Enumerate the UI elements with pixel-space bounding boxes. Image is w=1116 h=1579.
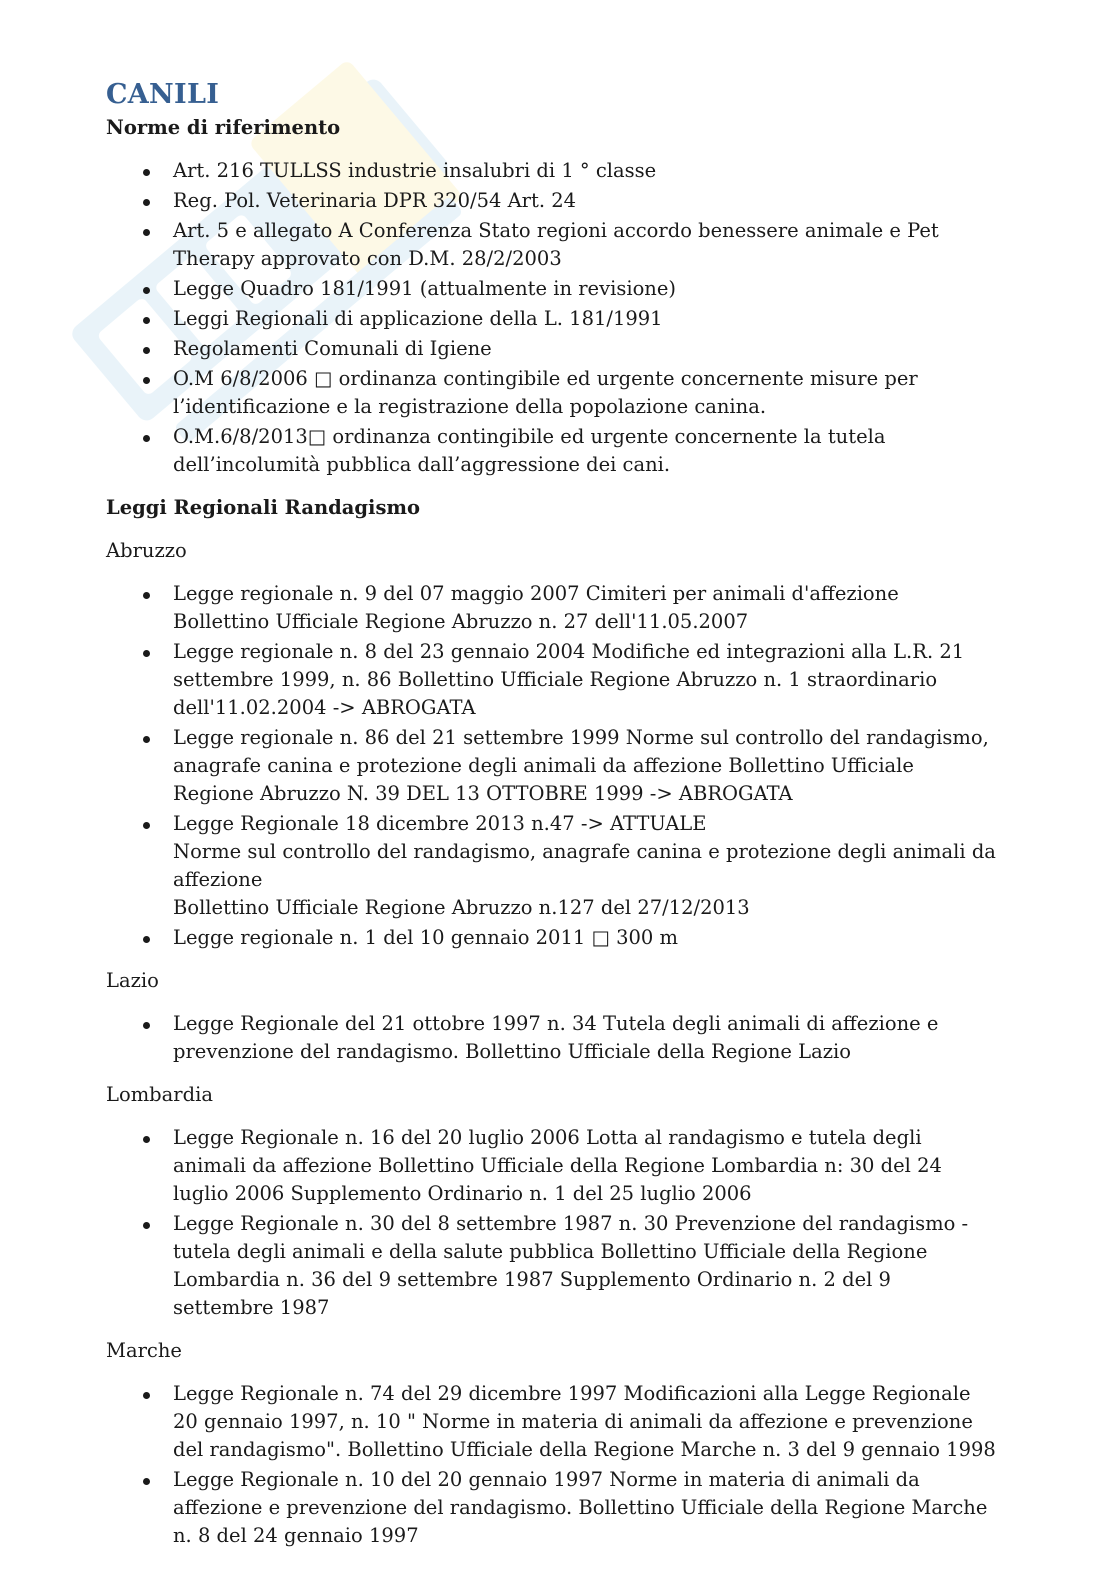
marche-list: [106, 1380, 996, 1550]
attuale-line-3: Bollettino Ufficiale Regione Abruzzo n.127 del 27/12/2013: [173, 896, 750, 919]
list-item-attuale: [106, 810, 996, 922]
list-item: Regolamenti Comunali di Igiene: [106, 335, 996, 363]
list-item: Legge Regionale n. 16 del 20 luglio 2006 Lotta al randagismo e tutela degli animali da affezione Bollettino Ufficiale della Regione Lombardia n: 30 del 24 luglio 2006 Supplemento Ordinario n. 1 del 25 luglio 2006: [106, 1124, 996, 1208]
region-name-marche: Marche: [106, 1339, 182, 1362]
region-name-lombardia: Lombardia: [106, 1083, 213, 1106]
list-item: Legge Regionale n. 10 del 20 gennaio 1997 Norme in materia di animali da affezione e prevenzione del randagismo. Bollettino Ufficiale della Regione Marche n. 8 del 24 gennaio 1997: [106, 1466, 996, 1550]
region-name-lazio: Lazio: [106, 969, 159, 992]
list-item: O.M.6/8/2013□ ordinanza contingibile ed urgente concernente la tutela dell’incolumità pubblica dall’aggressione dei cani.: [106, 423, 996, 479]
lombardia-list: [106, 1124, 996, 1322]
section-heading-regionali: Leggi Regionali Randagismo: [106, 496, 421, 519]
abruzzo-list: [106, 580, 996, 952]
list-item: Legge Regionale n. 74 del 29 dicembre 1997 Modificazioni alla Legge Regionale 20 gennaio 1997, n. 10 " Norme in materia di animali da affezione e prevenzione del randagismo". Bollettino Ufficiale della Regione Marche n. 3 del 9 gennaio 1998: [106, 1380, 996, 1464]
list-item: Legge Regionale n. 30 del 8 settembre 1987 n. 30 Prevenzione del randagismo - tutela degli animali e della salute pubblica Bollettino Ufficiale della Regione Lombardia n. 36 del 9 settembre 1987 Supplemento Ordinario n. 2 del 9 settembre 1987: [106, 1210, 996, 1322]
list-item: Legge regionale n. 9 del 07 maggio 2007 Cimiteri per animali d'affezione Bollettino Ufficiale Regione Abruzzo n. 27 dell'11.05.2007: [106, 580, 996, 636]
lazio-list: [106, 1010, 996, 1066]
list-item: Legge regionale n. 1 del 10 gennaio 2011 □ 300 m: [106, 924, 996, 952]
list-item: Legge regionale n. 86 del 21 settembre 1999 Norme sul controllo del randagismo, anagrafe canina e protezione degli animali da affezione Bollettino Ufficiale Regione Abruzzo N. 39 DEL 13 OTTOBRE 1999 -> ABROGATA: [106, 724, 996, 808]
list-item: Art. 5 e allegato A Conferenza Stato regioni accordo benessere animale e Pet Therapy approvato con D.M. 28/2/2003: [106, 217, 996, 273]
list-item: Legge Regionale del 21 ottobre 1997 n. 34 Tutela degli animali di affezione e prevenzione del randagismo. Bollettino Ufficiale della Regione Lazio: [106, 1010, 996, 1066]
list-item: Leggi Regionali di applicazione della L. 181/1991: [106, 305, 996, 333]
list-item: Legge regionale n. 8 del 23 gennaio 2004 Modifiche ed integrazioni alla L.R. 21 settembre 1999, n. 86 Bollettino Ufficiale Regione Abruzzo n. 1 straordinario dell'11.02.2004 -> ABROGATA: [106, 638, 996, 722]
norme-list: [106, 157, 996, 479]
document-page: [106, 78, 996, 1552]
document-title: CANILI: [106, 79, 220, 110]
attuale-line-2: Norme sul controllo del randagismo, anagrafe canina e protezione degli animali da affezione: [173, 840, 996, 891]
list-item: Reg. Pol. Veterinaria DPR 320/54 Art. 24: [106, 187, 996, 215]
list-item: O.M 6/8/2006 □ ordinanza contingibile ed urgente concernente misure per l’identificazione e la registrazione della popolazione canina.: [106, 365, 996, 421]
list-item: Legge Quadro 181/1991 (attualmente in revisione): [106, 275, 996, 303]
region-name-abruzzo: Abruzzo: [106, 539, 187, 562]
section-heading-norme: Norme di riferimento: [106, 116, 341, 139]
attuale-line-1: Legge Regionale 18 dicembre 2013 n.47 -> ATTUALE: [173, 812, 707, 835]
list-item: Art. 216 TULLSS industrie insalubri di 1 ° classe: [106, 157, 996, 185]
